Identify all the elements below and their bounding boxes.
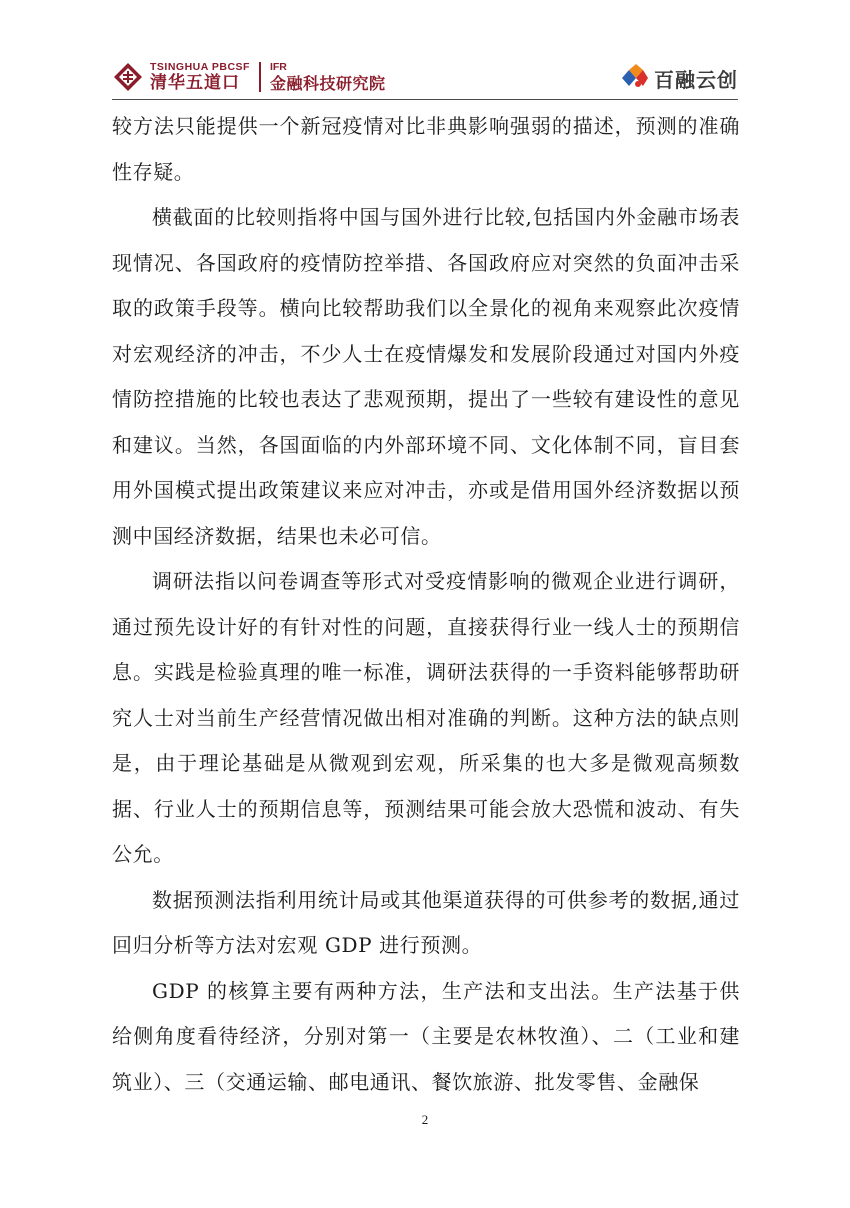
document-body	[112, 104, 740, 1105]
ifr-english-name: IFR	[269, 61, 287, 74]
page-header	[112, 56, 738, 98]
tsinghua-ifr-logo	[112, 56, 385, 98]
tsinghua-pbcsf-emblem-icon	[112, 61, 144, 93]
logo-divider	[259, 62, 261, 92]
bairong-name: 百融云创	[654, 67, 738, 92]
paragraph: 横截面的比较则指将中国与国外进行比较,包括国内外金融市场表现情况、各国政府的疫情防控举措、各国政府应对突然的负面冲击采取的政策手段等。横向比较帮助我们以全景化的视角来观察此次疫情对宏观经济的冲击，不少人士在疫情爆发和发展阶段通过对国内外疫情防控措施的比较也表达了悲观预期，提出了一些较有建设性的意见和建议。当然，各国面临的内外部环境不同、文化体制不同，盲目套用外国模式提出政策建议来应对冲击，亦或是借用国外经济数据以预测中国经济数据，结果也未必可信。	[112, 205, 740, 548]
tsinghua-chinese-name: 清华五道口	[150, 73, 240, 94]
paragraph: 调研法指以问卷调查等形式对受疫情影响的微观企业进行调研，通过预先设计好的有针对性的问题，直接获得行业一线人士的预期信息。实践是检验真理的唯一标准，调研法获得的一手资料能够帮助研究人士对当前生产经营情况做出相对准确的判断。这种方法的缺点则是，由于理论基础是从微观到宏观，所采集的也大多是微观高频数据、行业人士的预期信息等，预测结果可能会放大恐慌和波动、有失公允。	[112, 569, 740, 866]
tsinghua-english-name: TSINGHUA PBCSF	[150, 60, 250, 73]
paragraph: GDP 的核算主要有两种方法，生产法和支出法。生产法基于供给侧角度看待经济，分别对第一（主要是农林牧渔）、二（工业和建筑业）、三（交通运输、邮电通讯、餐饮旅游、批发零售、金融保	[112, 978, 740, 1094]
ifr-chinese-name: 金融科技研究院	[269, 73, 386, 93]
bairong-emblem-icon	[618, 64, 648, 92]
paragraph: 数据预测法指利用统计局或其他渠道获得的可供参考的数据,通过回归分析等方法对宏观 GDP 进行预测。	[112, 887, 740, 957]
header-divider	[112, 99, 738, 100]
page-number: 2	[421, 1112, 429, 1127]
bairong-logo	[618, 62, 738, 94]
paragraph: 较方法只能提供一个新冠疫情对比非典影响强弱的描述，预测的准确性存疑。	[112, 114, 740, 184]
